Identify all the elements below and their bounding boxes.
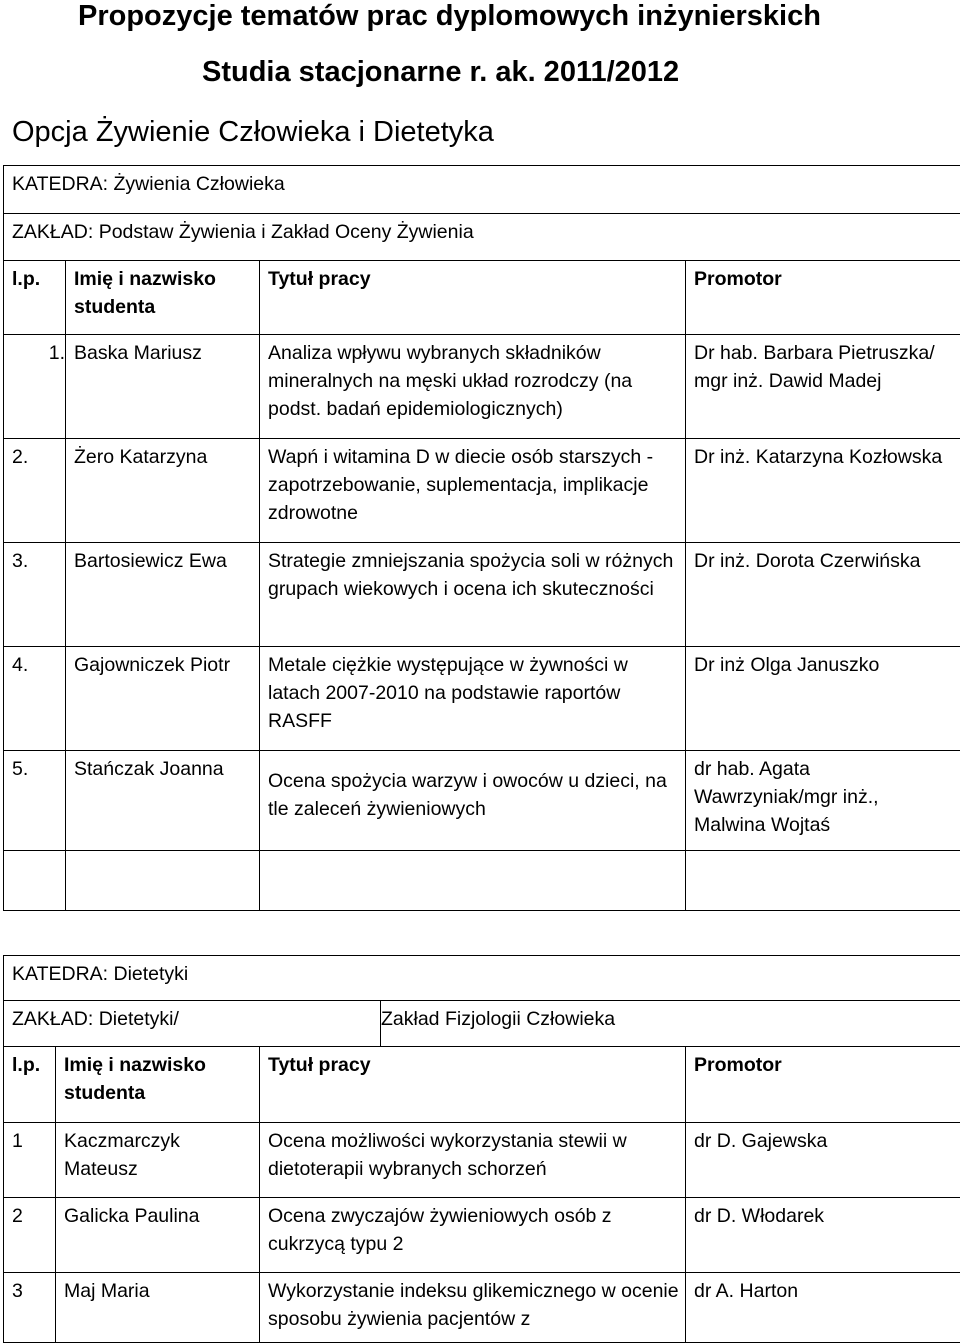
table-row-empty bbox=[4, 851, 960, 911]
row-title: Wykorzystanie indeksu glikemicznego w ocenie sposobu żywienia pacjentów z bbox=[260, 1273, 686, 1343]
table-row bbox=[4, 335, 960, 439]
column-header-lp: l.p. bbox=[4, 261, 66, 335]
row-lp: 4. bbox=[4, 647, 66, 751]
row-name: Kaczmarczyk Mateusz bbox=[56, 1123, 260, 1198]
row-promotor: Dr inż. Katarzyna Kozłowska bbox=[686, 439, 960, 543]
table-row bbox=[4, 1273, 960, 1343]
row-promotor: dr D. Włodarek bbox=[686, 1198, 960, 1273]
row-title: Ocena spożycia warzyw i owoców u dzieci, na tle zaleceń żywieniowych bbox=[260, 751, 686, 851]
row-title: Ocena zwyczajów żywieniowych osób z cukrzycą typu 2 bbox=[260, 1198, 686, 1273]
row-lp: 5. bbox=[4, 751, 66, 851]
row-name: Maj Maria bbox=[56, 1273, 260, 1343]
row-lp: 3 bbox=[4, 1273, 56, 1343]
table-row bbox=[4, 1123, 960, 1198]
row-name: Żero Katarzyna bbox=[66, 439, 260, 543]
row-name: Gajowniczek Piotr bbox=[66, 647, 260, 751]
row-title: Analiza wpływu wybranych składników mineralnych na męski układ rozrodczy (na podst. badań epidemiologicznych) bbox=[260, 335, 686, 439]
table-row bbox=[4, 543, 960, 647]
zaklad-label-right: Zakład Fizjologii Człowieka bbox=[381, 1001, 960, 1047]
document-subtitle: Studia stacjonarne r. ak. 2011/2012 bbox=[202, 56, 679, 89]
topics-table-zywienia bbox=[3, 165, 960, 911]
row-title: Metale ciężkie występujące w żywności w latach 2007-2010 na podstawie raportów RASFF bbox=[260, 647, 686, 751]
empty-cell bbox=[260, 851, 686, 911]
row-lp: 1. bbox=[4, 335, 66, 439]
topics-table-dietetyki bbox=[3, 955, 960, 1343]
row-title: Wapń i witamina D w diecie osób starszych - zapotrzebowanie, suplementacja, implikacje zdrowotne bbox=[260, 439, 686, 543]
row-lp: 2. bbox=[4, 439, 66, 543]
row-name: Bartosiewicz Ewa bbox=[66, 543, 260, 647]
table-row bbox=[4, 647, 960, 751]
table-row bbox=[4, 751, 960, 851]
zaklad-label: ZAKŁAD: Podstaw Żywienia i Zakład Oceny Żywienia bbox=[4, 214, 960, 261]
option-heading: Opcja Żywienie Człowieka i Dietetyka bbox=[12, 116, 494, 149]
empty-cell bbox=[4, 851, 66, 911]
column-header-name: Imię i nazwisko studenta bbox=[66, 261, 260, 335]
row-lp: 3. bbox=[4, 543, 66, 647]
row-promotor: Dr inż Olga Januszko bbox=[686, 647, 960, 751]
column-header-name: Imię i nazwisko studenta bbox=[56, 1047, 260, 1123]
column-header-promotor: Promotor bbox=[686, 1047, 960, 1123]
katedra-label: KATEDRA: Żywienia Człowieka bbox=[4, 166, 960, 214]
row-name: Baska Mariusz bbox=[66, 335, 260, 439]
row-name: Stańczak Joanna bbox=[66, 751, 260, 851]
row-lp: 1 bbox=[4, 1123, 56, 1198]
document-title: Propozycje tematów prac dyplomowych inżynierskich bbox=[78, 0, 821, 33]
column-header-title: Tytuł pracy bbox=[260, 1047, 686, 1123]
row-promotor: Dr inż. Dorota Czerwińska bbox=[686, 543, 960, 647]
empty-cell bbox=[686, 851, 960, 911]
row-promotor: dr A. Harton bbox=[686, 1273, 960, 1343]
column-header-promotor: Promotor bbox=[686, 261, 960, 335]
katedra-label: KATEDRA: Dietetyki bbox=[4, 956, 960, 1001]
table-row bbox=[4, 439, 960, 543]
column-header-lp: l.p. bbox=[4, 1047, 56, 1123]
empty-cell bbox=[66, 851, 260, 911]
zaklad-label-left: ZAKŁAD: Dietetyki/ bbox=[4, 1001, 381, 1047]
row-name: Galicka Paulina bbox=[56, 1198, 260, 1273]
row-title: Ocena możliwości wykorzystania stewii w dietoterapii wybranych schorzeń bbox=[260, 1123, 686, 1198]
row-promotor: Dr hab. Barbara Pietruszka/ mgr inż. Dawid Madej bbox=[686, 335, 960, 439]
row-promotor: dr hab. Agata Wawrzyniak/mgr inż., Malwina Wojtaś bbox=[686, 751, 960, 851]
table-row bbox=[4, 1198, 960, 1273]
row-lp: 2 bbox=[4, 1198, 56, 1273]
row-promotor: dr D. Gajewska bbox=[686, 1123, 960, 1198]
column-header-title: Tytuł pracy bbox=[260, 261, 686, 335]
row-title: Strategie zmniejszania spożycia soli w różnych grupach wiekowych i ocena ich skuteczności bbox=[260, 543, 686, 647]
